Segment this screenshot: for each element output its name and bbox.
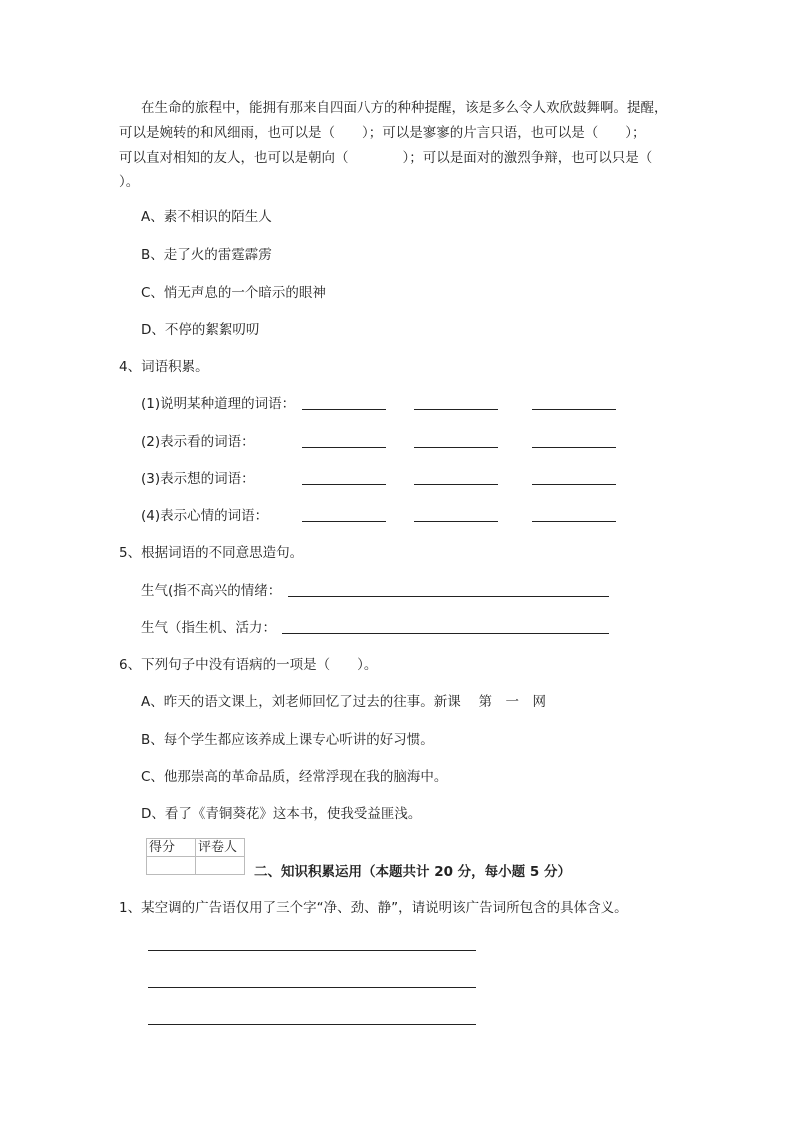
q4-row-4-blank-2[interactable] [414, 521, 498, 522]
grader-cell[interactable] [196, 857, 245, 875]
q4-row-2-blank-2[interactable] [414, 447, 498, 448]
q4-row-3-blank-2[interactable] [414, 484, 498, 485]
passage-line-1: 在生命的旅程中，能拥有那来自四面八方的种种提醒，该是多么令人欢欣鼓舞啊。提醒， [141, 100, 668, 116]
score-label: 得分 [147, 839, 196, 857]
q4-row-3-blank-3[interactable] [532, 484, 616, 485]
q4-row-2-blank-1[interactable] [302, 447, 386, 448]
q4-row-1-blank-3[interactable] [532, 409, 616, 410]
q4-row-2-label: (2)表示看的词语： [141, 434, 255, 450]
q4-row-3-blank-1[interactable] [302, 484, 386, 485]
q4-title: 4、词语积累。 [119, 359, 209, 375]
q4-row-1-blank-2[interactable] [414, 409, 498, 410]
passage-line-4: ）。 [119, 174, 140, 190]
passage-option-a: A、素不相识的陌生人 [141, 209, 272, 225]
q4-row-3-label: (3)表示想的词语： [141, 471, 255, 487]
passage-option-b: B、走了火的雷霆霹雳 [141, 247, 272, 263]
q6-option-d: D、看了《青铜葵花》这本书，使我受益匪浅。 [141, 806, 422, 822]
answer-line-2[interactable] [148, 987, 476, 988]
q5-row-1-blank[interactable] [288, 596, 609, 597]
answer-line-3[interactable] [148, 1024, 476, 1025]
q5-row-2-blank[interactable] [282, 633, 609, 634]
q6-title: 6、下列句子中没有语病的一项是（ ）。 [119, 657, 378, 673]
passage-line-3: 可以直对相知的友人，也可以是朝向（ ）；可以是面对的激烈争辩，也可以只是（ [119, 150, 653, 166]
q6-option-a: A、昨天的语文课上，刘老师回忆了过去的往事。新课 第 一 网 [141, 694, 547, 710]
q4-row-2-blank-3[interactable] [532, 447, 616, 448]
q4-row-1-label: (1)说明某种道理的词语： [141, 396, 296, 412]
section-2-heading: 二、知识积累运用（本题共计 20 分，每小题 5 分） [254, 864, 571, 880]
q5-row-2-label: 生气（指生机、活力： [141, 620, 276, 636]
passage-line-2: 可以是婉转的和风细雨，也可以是（ ）；可以是寥寥的片言只语，也可以是（ ）； [119, 125, 646, 141]
q4-row-4-blank-1[interactable] [302, 521, 386, 522]
q5-title: 5、根据词语的不同意思造句。 [119, 545, 304, 561]
q4-row-4-blank-3[interactable] [532, 521, 616, 522]
grader-label: 评卷人 [196, 839, 245, 857]
q4-row-1-blank-1[interactable] [302, 409, 386, 410]
score-cell[interactable] [147, 857, 196, 875]
q6-option-b: B、每个学生都应该养成上课专心听讲的好习惯。 [141, 732, 434, 748]
answer-line-1[interactable] [148, 950, 476, 951]
score-table [146, 838, 245, 875]
section-2-q1: 1、某空调的广告语仅用了三个字“净、劲、静”，请说明该广告词所包含的具体含义。 [119, 900, 628, 916]
passage-option-d: D、不停的絮絮叨叨 [141, 322, 260, 338]
q6-option-c: C、他那崇高的革命品质，经常浮现在我的脑海中。 [141, 769, 448, 785]
q5-row-1-label: 生气(指不高兴的情绪： [141, 583, 282, 599]
passage-option-c: C、悄无声息的一个暗示的眼神 [141, 285, 326, 301]
q4-row-4-label: (4)表示心情的词语： [141, 508, 269, 524]
